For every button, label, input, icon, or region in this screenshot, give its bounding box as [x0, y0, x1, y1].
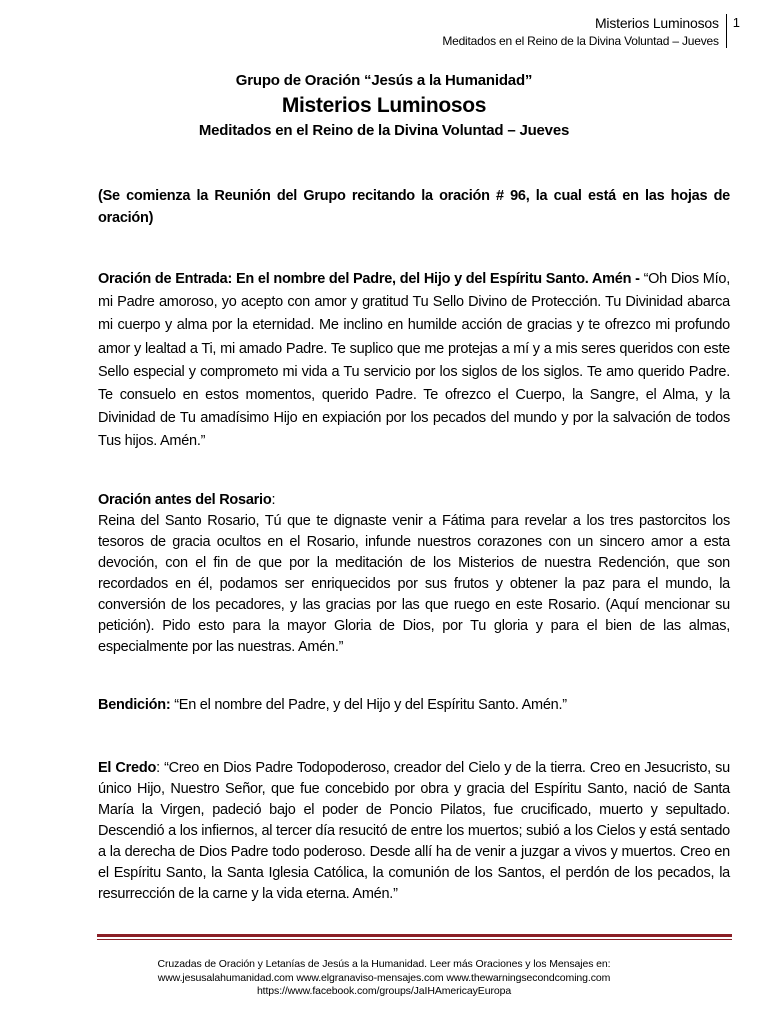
document-heading — [0, 70, 768, 142]
rosario-paragraph — [98, 490, 730, 658]
footer-links[interactable]: www.jesusalahumanidad.com www.elgranaviso-mensajes.com www.thewarningsecondcoming.com — [157, 971, 611, 984]
rosario-colon: : — [271, 492, 276, 508]
footer-line-1: Cruzadas de Oración y Letanías de Jesús a la Humanidad. Leer más Oraciones y los Mensajes en: — [157, 958, 611, 970]
credo-text: : “Creo en Dios Padre Todopoderoso, creador del Cielo y de la tierra. Creo en Jesucristo, su único Hijo, Nuestro Señor, que fue concebido por obra y gracia del Espíritu Santo, nació de Santa María la Virgen, padeció bajo el poder de Poncio Pilatos, fue crucificado, muerto y sepultado. Descendió a los infiernos, al tercer día resucitó de entre los muertos; subió a los Cielos y está sentado a la derecha de Dios Padre todo poderoso. Desde allí ha de venir a juzgar a vivos y muertos. Creo en el Espíritu Santo, la Santa Iglesia Católica, la comunión de los Santos, el perdón de los pecados, la resurrección de la carne y la vida eterna. Amén.” — [98, 760, 730, 902]
entrada-text: “Oh Dios Mío, mi Padre amoroso, yo acepto con amor y gratitud Tu Sello Divino de Protección. Tu Divinidad abarca mi cuerpo y alma por la eternidad. Me inclino en humilde acción de gracias y te ofrezco mi profundo amor y lealtad a Ti, mi amado Padre. Te suplico que me protejas a mí y a mis seres queridos con este Sello especial y comprometo mi vida a Tu servicio por los siglos de los siglos. Te amo querido Padre. Te consuelo en estos momentos, querido Padre. Te ofrezco el Cuerpo, la Sangre, el Alma, y la Divinidad de Tu amadísimo Hijo en expiación por los pecados del mundo y por la salvación de todos Tus hijos. Amén.” — [98, 271, 730, 450]
bendicion-text: “En el nombre del Padre, y del Hijo y del Espíritu Santo. Amén.” — [170, 697, 567, 713]
header-subtitle: Meditados en el Reino de la Divina Voluntad – Jueves — [442, 34, 719, 48]
footer-rule-thick — [97, 934, 732, 937]
bendicion-label: Bendición: — [98, 697, 171, 713]
entrada-invocation: : En el nombre del Padre, del Hijo y del Espíritu Santo. Amén - — [227, 271, 640, 287]
document-title: Misterios Luminosos — [281, 94, 487, 117]
header-titles — [442, 14, 725, 50]
page-header — [442, 14, 740, 50]
rosario-text: Reina del Santo Rosario, Tú que te dignaste venir a Fátima para revelar a los tres pastorcitos los tesoros de gracia ocultos en el Rosario, infunde nuestros corazones con un sincero amor a esta devoción, con el fin de que por la meditación de los Misterios de nuestra Redención, que son recordados en él, podamos ser enriquecidos por sus frutos y obtener la paz para el mundo, la conversión de los pecadores, y las gracias por las que ruego en este Rosario. (Aquí mencionar su petición). Pido esto para la mayor Gloria de Dios, por Tu gloria y para el bien de las almas, especialmente por las nuestras. Amén.” — [98, 513, 730, 655]
header-title: Misterios Luminosos — [594, 15, 719, 31]
credo-paragraph — [98, 758, 730, 905]
credo-label: El Credo — [98, 760, 157, 776]
footer-rule-thin — [97, 939, 732, 940]
intro-paragraph: (Se comienza la Reunión del Grupo recitando la oración # 96, la cual está en las hojas de oración) — [98, 188, 730, 226]
group-name: Grupo de Oración “Jesús a la Humanidad” — [235, 72, 533, 89]
page-footer — [0, 958, 768, 999]
entrada-label: Oración de Entrada — [98, 271, 228, 287]
rosario-label: Oración antes del Rosario — [98, 492, 272, 508]
bendicion-paragraph — [98, 695, 730, 716]
entrada-paragraph — [98, 268, 730, 454]
document-subtitle: Meditados en el Reino de la Divina Voluntad – Jueves — [198, 122, 570, 139]
page-number: 1 — [732, 15, 740, 30]
footer-facebook-link[interactable]: https://www.facebook.com/groups/JaIHAmericayEuropa — [256, 985, 512, 997]
